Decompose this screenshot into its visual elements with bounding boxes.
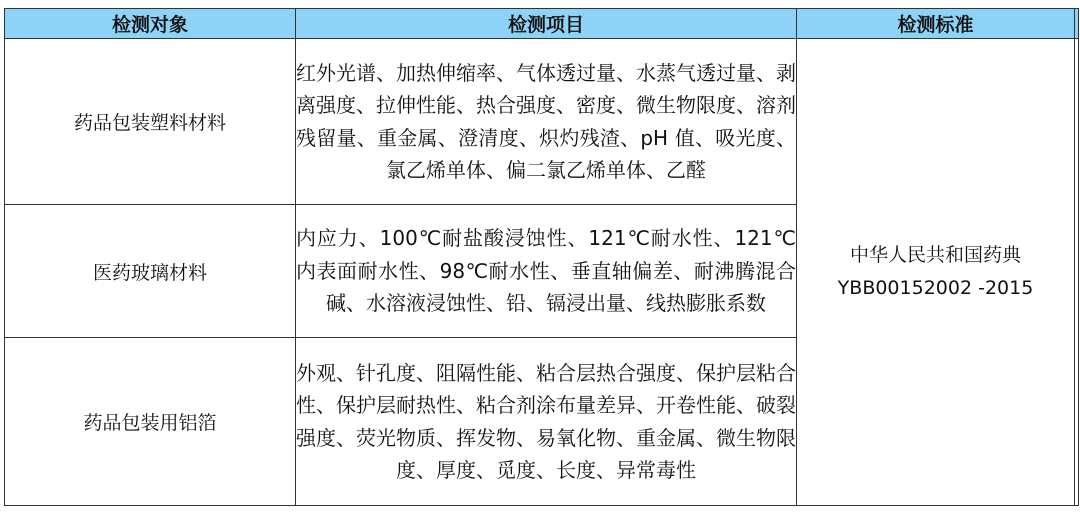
header-standard: 检测标准 xyxy=(797,9,1075,39)
standard-code: YBB00152002 -2015 xyxy=(837,277,1034,299)
row-items-cell: 内应力、100℃耐盐酸浸蚀性、121℃耐水性、121℃内表面耐水性、98℃耐水性、垂直轴偏差、耐沸腾混合碱、水溶液浸蚀性、铅、镉浸出量、线热膨胀系数 xyxy=(296,205,797,338)
row-object-cell: 药品包装塑料材料 xyxy=(5,39,296,205)
inspection-table xyxy=(4,8,1079,506)
table-row xyxy=(5,39,1079,205)
standard-cell xyxy=(797,39,1075,506)
row-object-cell: 医药玻璃材料 xyxy=(5,205,296,338)
header-row xyxy=(5,9,1079,39)
standard-name: 中华人民共和国药典 xyxy=(849,244,1021,266)
header-extra-cell xyxy=(1075,9,1079,39)
row-items-cell: 外观、针孔度、阻隔性能、粘合层热合强度、保护层粘合性、保护层耐热性、粘合剂涂布量差异、开卷性能、破裂强度、荧光物质、挥发物、易氧化物、重金属、微生物限度、厚度、觅度、长度、异常毒性 xyxy=(296,338,797,506)
row-items-cell: 红外光谱、加热伸缩率、气体透过量、水蒸气透过量、剥离强度、拉伸性能、热合强度、密度、微生物限度、溶剂残留量、重金属、澄清度、炽灼残渣、pH 值、吸光度、氯乙烯单体、偏二氯乙烯单体、乙醛 xyxy=(296,39,797,205)
extra-cell xyxy=(1075,39,1079,506)
header-object: 检测对象 xyxy=(5,9,296,39)
row-object-cell: 药品包装用铝箔 xyxy=(5,338,296,506)
header-items: 检测项目 xyxy=(296,9,797,39)
